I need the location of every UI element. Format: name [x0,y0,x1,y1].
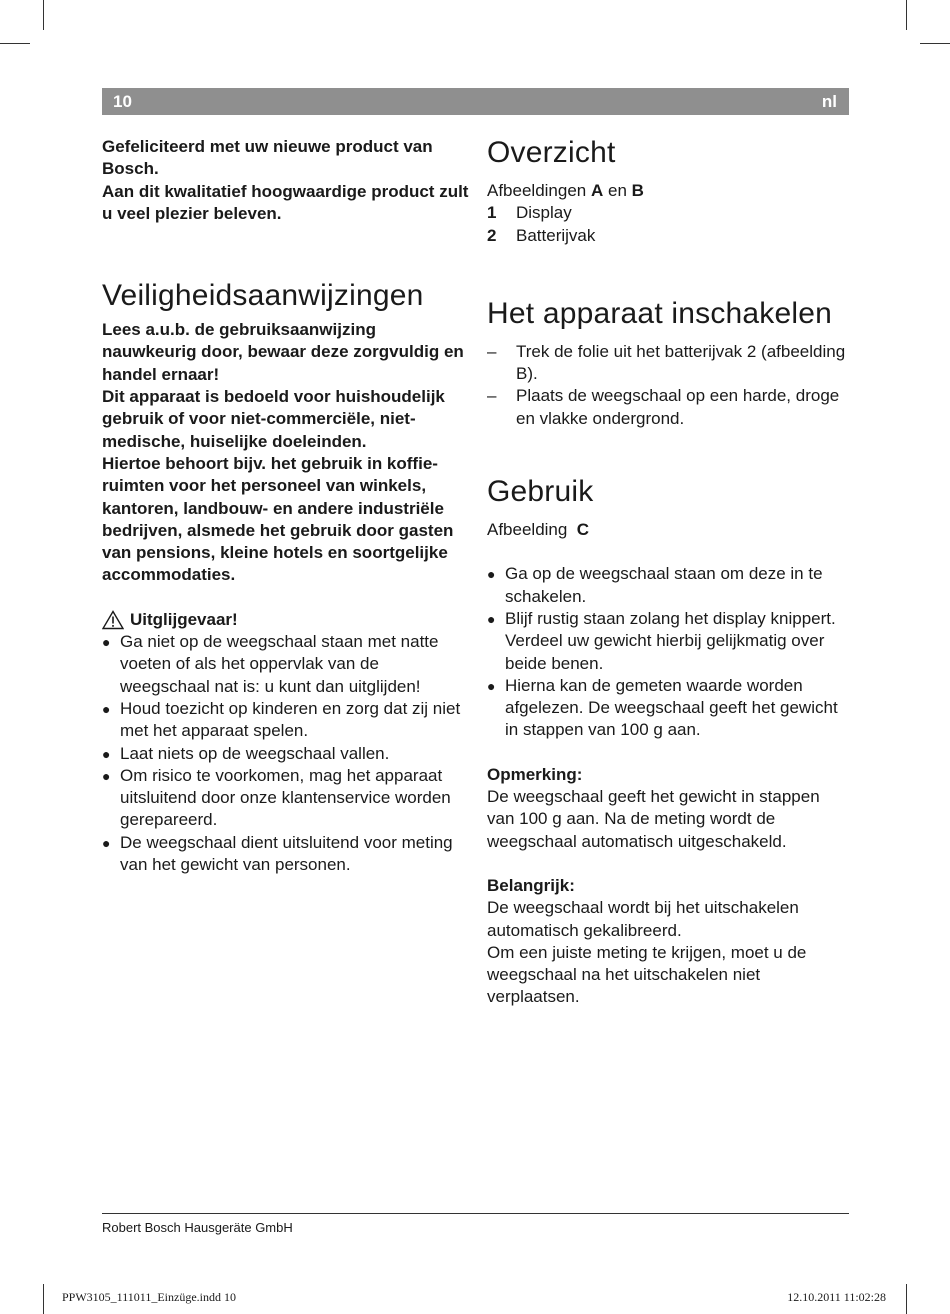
footer-company: Robert Bosch Hausgeräte GmbH [102,1220,293,1235]
bullet-icon: ● [102,634,111,651]
list-item: ● De weegschaal dient uitsluitend voor meting van het gewicht van personen. [102,832,453,875]
section-title-safety: Veiligheidsaanwijzingen [102,279,424,313]
crop-mark [906,1284,907,1314]
bullet-icon: ● [487,610,496,627]
bullet-icon: ● [102,700,111,717]
slug-date: 12.10.2011 11:02:28 [787,1290,886,1304]
safety-paragraph: Lees a.u.b. de gebruiksaanwijzing nauwkeurig door, bewaar deze zorgvuldig en handel ernaar! [102,320,464,384]
usage-figure: Afbeelding C [487,520,590,540]
crop-mark [43,0,44,30]
section-title-usage: Gebruik [487,475,594,509]
bullet-icon: ● [102,745,111,762]
list-item: – Trek de folie uit het batterijvak 2 (afbeelding B). [487,341,846,384]
note-title: Opmerking: [487,764,583,784]
bullet-icon: ● [102,767,111,784]
page-number: 10 [113,92,132,111]
slug-file: PPW3105_111011_Einzüge.indd 10 [62,1290,236,1304]
dash-icon: – [487,386,497,406]
important-text: De weegschaal wordt bij het uitschakelen automatisch gekalibreerd. [487,898,799,940]
intro-line: Aan dit kwalitatief hoogwaardige product zult u veel plezier beleven. [102,181,469,223]
list-item: ● Laat niets op de weegschaal vallen. [102,743,470,765]
right-column [487,136,849,1009]
list-item: ● Hierna kan de gemeten waarde worden afgelezen. De weegschaal geeft het gewicht in stappen van 100 g aan. [487,675,838,740]
section-title-switch-on: Het apparaat inschakelen [487,296,833,330]
list-item: ● Blijf rustig staan zolang het display knippert. Verdeel uw gewicht hierbij gelijkmatig over beide benen. [487,608,836,673]
bullet-icon: ● [102,834,111,851]
important-title: Belangrijk: [487,875,575,895]
list-item: ● Houd toezicht op kinderen en zorg dat zij niet met het apparaat spelen. [102,698,461,741]
usage-bullet-list [487,563,849,741]
switch-on-steps [487,341,849,430]
intro-line: Gefeliciteerd met uw nieuwe product van Bosch. [102,137,433,179]
crop-mark [920,43,950,44]
left-column [102,136,470,876]
page-header [102,88,849,115]
bullet-icon: ● [487,677,496,694]
list-item: – Plaats de weegschaal op een harde, droge en vlakke ondergrond. [487,386,840,428]
overview-figures: Afbeeldingen A en B [487,181,644,200]
crop-mark [0,43,30,44]
important-text: Om een juiste meting te krijgen, moet u de weegschaal na het uitschakelen niet verplaatsen. [487,942,807,1007]
crop-mark [43,1284,44,1314]
list-item: ● Om risico te voorkomen, mag het apparaat uitsluitend door onze klantenservice worden gerepareerd. [102,765,451,830]
list-item: ● Ga niet op de weegschaal staan met natte voeten of als het oppervlak van de weegschaal nat is: u kunt dan uitglijden! [102,632,439,696]
safety-paragraph: Hiertoe behoort bijv. het gebruik in koffie-ruimten voor het personeel van winkels, kantoren, landbouw- en andere industriële bedrijven, alsmede het gebruik door gasten van pensions, kleine hotels en soortgelijke accommodaties. [102,453,454,585]
crop-mark [906,0,907,30]
footer-divider [102,1213,849,1214]
overview-item: 1 Display [487,203,572,223]
language-code: nl [821,92,837,111]
list-item: ● Ga op de weegschaal staan om deze in te schakelen. [487,564,823,606]
dash-icon: – [487,341,497,361]
warning-label: Uitglijgevaar! [130,609,238,629]
overview-item: 2 Batterijvak [487,225,596,245]
note-text: De weegschaal geeft het gewicht in stappen van 100 g aan. Na de meting wordt de weegschaal automatisch uitgeschakeld. [487,787,820,851]
warning-heading [102,609,470,631]
safety-paragraph: Dit apparaat is bedoeld voor huishoudelijk gebruik of voor niet-commerciële, niet-medische, huiselijke doeleinden. [102,387,445,451]
safety-bullet-list [102,631,470,876]
warning-triangle-icon [102,610,124,630]
bullet-icon: ● [487,566,496,583]
section-title-overview: Overzicht [487,136,616,169]
